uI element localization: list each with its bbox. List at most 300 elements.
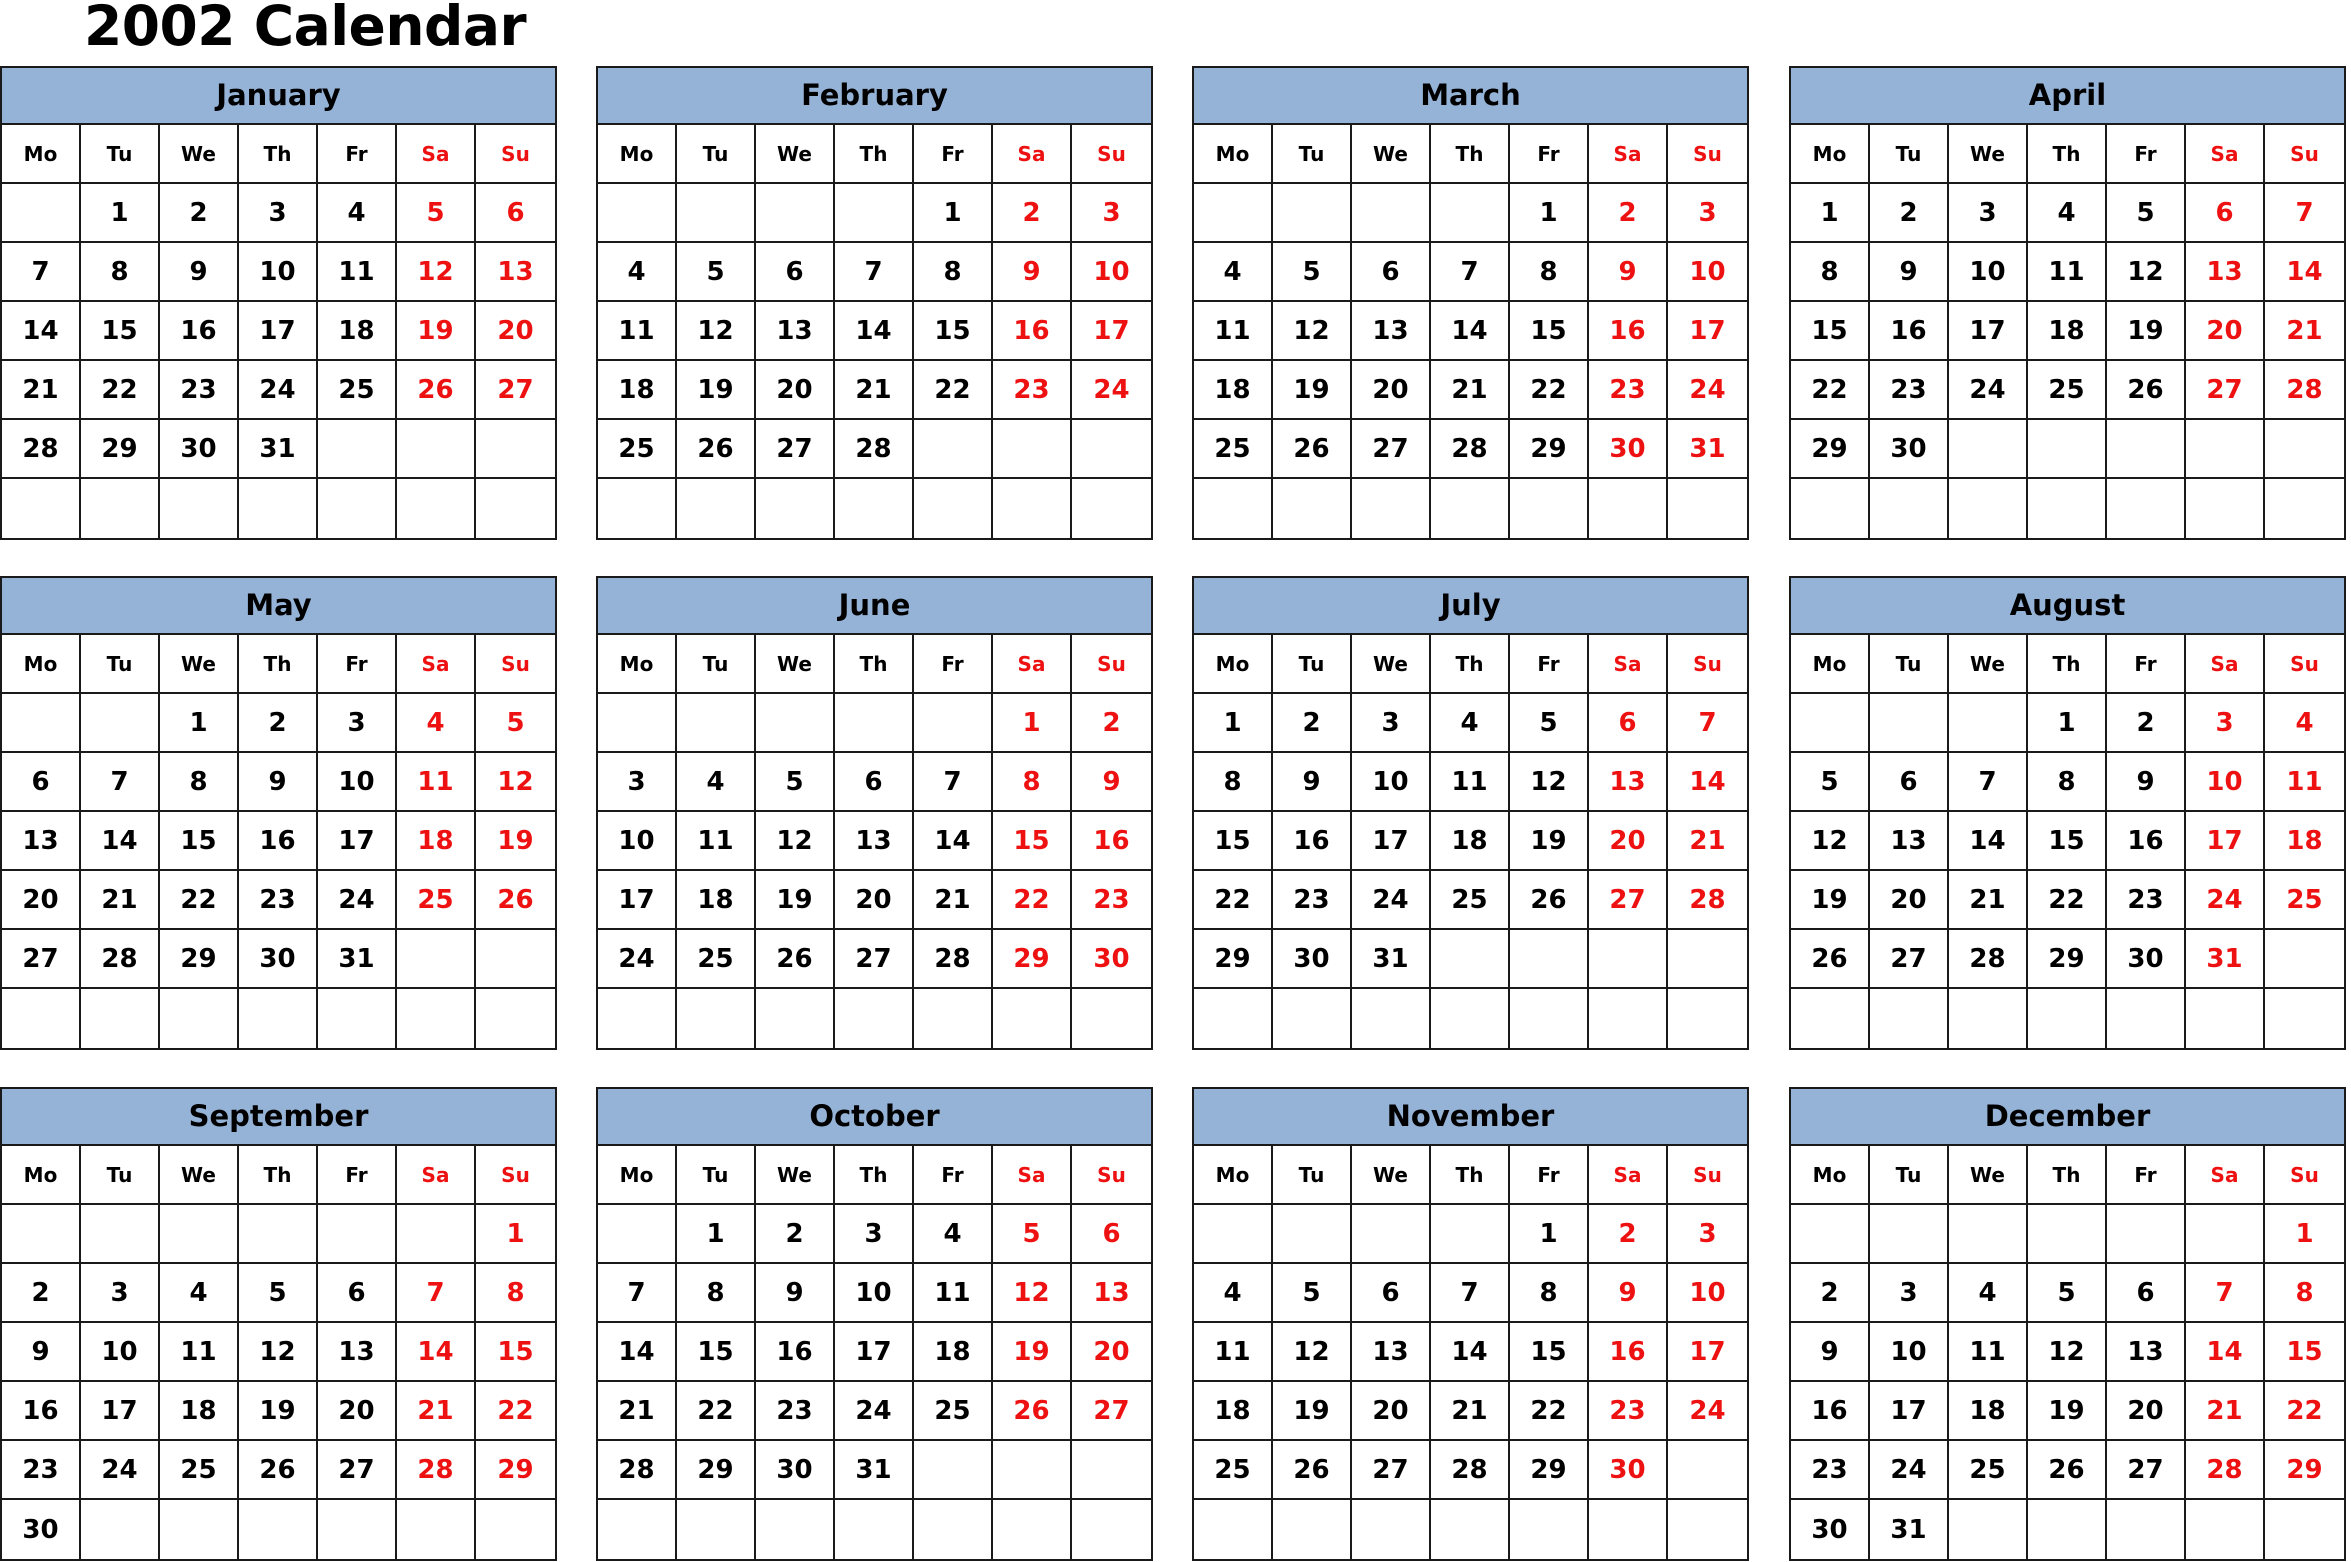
empty-cell (1273, 1205, 1352, 1264)
day-cell: 13 (2186, 243, 2265, 302)
day-cell: 27 (1352, 420, 1431, 479)
day-cell: 13 (1870, 812, 1949, 871)
day-cell: 11 (397, 753, 476, 812)
day-cell: 30 (1870, 420, 1949, 479)
day-cell: 15 (677, 1323, 756, 1382)
empty-cell (835, 184, 914, 243)
empty-cell (1431, 184, 1510, 243)
weekday-header: Tu (1273, 635, 1352, 694)
day-cell: 14 (1949, 812, 2028, 871)
day-cell: 15 (476, 1323, 555, 1382)
weekday-header: We (160, 1146, 239, 1205)
weekday-header: Th (835, 125, 914, 184)
day-cell: 16 (2107, 812, 2186, 871)
empty-cell (914, 989, 993, 1048)
day-cell: 14 (81, 812, 160, 871)
day-cell: 28 (2265, 361, 2344, 420)
day-cell: 5 (2107, 184, 2186, 243)
weekday-header: Su (476, 125, 555, 184)
day-cell: 30 (1589, 420, 1668, 479)
day-cell: 19 (476, 812, 555, 871)
empty-cell (1431, 930, 1510, 989)
day-cell: 3 (2186, 694, 2265, 753)
empty-cell (81, 1205, 160, 1264)
day-cell: 18 (1431, 812, 1510, 871)
day-cell: 30 (1273, 930, 1352, 989)
day-cell: 18 (1194, 1382, 1273, 1441)
day-cell: 11 (677, 812, 756, 871)
empty-cell (1194, 479, 1273, 538)
day-cell: 20 (2107, 1382, 2186, 1441)
day-cell: 28 (598, 1441, 677, 1500)
empty-cell (81, 694, 160, 753)
day-cell: 27 (2107, 1441, 2186, 1500)
empty-cell (598, 989, 677, 1048)
day-cell: 9 (2107, 753, 2186, 812)
day-cell: 6 (1352, 1264, 1431, 1323)
day-cell: 21 (1431, 361, 1510, 420)
empty-cell (2, 694, 81, 753)
day-cell: 26 (756, 930, 835, 989)
empty-cell (318, 1205, 397, 1264)
day-cell: 18 (598, 361, 677, 420)
day-cell: 9 (993, 243, 1072, 302)
day-cell: 22 (993, 871, 1072, 930)
day-cell: 26 (2107, 361, 2186, 420)
day-cell: 17 (81, 1382, 160, 1441)
empty-cell (2028, 989, 2107, 1048)
day-cell: 27 (756, 420, 835, 479)
weekday-header: Sa (2186, 1146, 2265, 1205)
empty-cell (1510, 930, 1589, 989)
empty-cell (1194, 1500, 1273, 1559)
day-cell: 14 (1668, 753, 1747, 812)
day-cell: 25 (677, 930, 756, 989)
day-cell: 23 (993, 361, 1072, 420)
day-cell: 8 (2265, 1264, 2344, 1323)
day-cell: 8 (2028, 753, 2107, 812)
day-cell: 6 (2, 753, 81, 812)
day-cell: 30 (160, 420, 239, 479)
day-cell: 14 (397, 1323, 476, 1382)
day-cell: 7 (1949, 753, 2028, 812)
day-cell: 20 (1589, 812, 1668, 871)
day-cell: 17 (318, 812, 397, 871)
empty-cell (318, 989, 397, 1048)
weekday-header: We (1352, 125, 1431, 184)
day-cell: 29 (993, 930, 1072, 989)
day-cell: 28 (914, 930, 993, 989)
weekday-header: We (1352, 635, 1431, 694)
empty-cell (914, 1441, 993, 1500)
day-cell: 23 (2, 1441, 81, 1500)
day-cell: 1 (677, 1205, 756, 1264)
day-cell: 9 (1791, 1323, 1870, 1382)
empty-cell (1589, 479, 1668, 538)
day-cell: 14 (1431, 302, 1510, 361)
month-title: August (1791, 578, 2344, 635)
day-cell: 11 (598, 302, 677, 361)
day-cell: 1 (1194, 694, 1273, 753)
empty-cell (476, 989, 555, 1048)
day-grid (598, 635, 1151, 1048)
day-cell: 10 (81, 1323, 160, 1382)
empty-cell (1791, 694, 1870, 753)
empty-cell (1431, 479, 1510, 538)
month-title: June (598, 578, 1151, 635)
day-cell: 25 (1949, 1441, 2028, 1500)
weekday-header: Tu (677, 1146, 756, 1205)
day-cell: 23 (1072, 871, 1151, 930)
day-cell: 3 (1668, 1205, 1747, 1264)
weekday-header: We (756, 635, 835, 694)
weekday-header: Sa (397, 125, 476, 184)
empty-cell (2265, 989, 2344, 1048)
empty-cell (160, 1500, 239, 1559)
day-cell: 1 (476, 1205, 555, 1264)
day-cell: 28 (1949, 930, 2028, 989)
day-cell: 20 (1072, 1323, 1151, 1382)
day-cell: 18 (397, 812, 476, 871)
day-cell: 2 (2, 1264, 81, 1323)
day-cell: 20 (2186, 302, 2265, 361)
day-cell: 5 (1273, 1264, 1352, 1323)
day-cell: 5 (756, 753, 835, 812)
day-cell: 22 (476, 1382, 555, 1441)
day-cell: 20 (1352, 1382, 1431, 1441)
empty-cell (2, 479, 81, 538)
weekday-header: Mo (1791, 125, 1870, 184)
empty-cell (1870, 1205, 1949, 1264)
day-cell: 7 (2, 243, 81, 302)
day-cell: 16 (239, 812, 318, 871)
empty-cell (1949, 479, 2028, 538)
empty-cell (2186, 989, 2265, 1048)
day-cell: 5 (1273, 243, 1352, 302)
empty-cell (914, 420, 993, 479)
day-cell: 25 (160, 1441, 239, 1500)
day-cell: 11 (2028, 243, 2107, 302)
empty-cell (476, 1500, 555, 1559)
empty-cell (2, 1205, 81, 1264)
weekday-header: Fr (914, 125, 993, 184)
empty-cell (397, 989, 476, 1048)
day-cell: 2 (2107, 694, 2186, 753)
weekday-header: Su (1668, 125, 1747, 184)
day-cell: 11 (318, 243, 397, 302)
empty-cell (1791, 479, 1870, 538)
empty-cell (81, 1500, 160, 1559)
page-title: 2002 Calendar (84, 0, 527, 58)
day-cell: 7 (598, 1264, 677, 1323)
day-cell: 1 (81, 184, 160, 243)
day-cell: 21 (835, 361, 914, 420)
day-cell: 13 (835, 812, 914, 871)
day-cell: 3 (598, 753, 677, 812)
day-cell: 17 (239, 302, 318, 361)
day-grid (1194, 125, 1747, 538)
day-cell: 26 (476, 871, 555, 930)
day-cell: 22 (677, 1382, 756, 1441)
day-cell: 10 (2186, 753, 2265, 812)
day-cell: 27 (1072, 1382, 1151, 1441)
empty-cell (598, 1500, 677, 1559)
weekday-header: We (1949, 1146, 2028, 1205)
day-cell: 19 (397, 302, 476, 361)
day-grid (1194, 635, 1747, 1048)
empty-cell (2028, 1205, 2107, 1264)
weekday-header: Mo (598, 1146, 677, 1205)
day-cell: 28 (2, 420, 81, 479)
day-cell: 14 (2186, 1323, 2265, 1382)
day-cell: 16 (1589, 302, 1668, 361)
weekday-header: Su (2265, 635, 2344, 694)
empty-cell (1870, 989, 1949, 1048)
day-cell: 6 (1589, 694, 1668, 753)
month-may (0, 576, 557, 1050)
empty-cell (397, 1205, 476, 1264)
day-cell: 22 (1510, 1382, 1589, 1441)
day-grid (1791, 125, 2344, 538)
day-cell: 15 (81, 302, 160, 361)
day-cell: 9 (1589, 243, 1668, 302)
empty-cell (2186, 420, 2265, 479)
weekday-header: Fr (1510, 1146, 1589, 1205)
day-cell: 29 (677, 1441, 756, 1500)
day-cell: 16 (1791, 1382, 1870, 1441)
month-august (1789, 576, 2346, 1050)
day-cell: 12 (1510, 753, 1589, 812)
day-cell: 30 (239, 930, 318, 989)
day-cell: 6 (835, 753, 914, 812)
day-cell: 27 (2, 930, 81, 989)
day-cell: 27 (1870, 930, 1949, 989)
day-cell: 31 (1668, 420, 1747, 479)
day-cell: 16 (160, 302, 239, 361)
day-cell: 2 (756, 1205, 835, 1264)
month-june (596, 576, 1153, 1050)
empty-cell (677, 184, 756, 243)
empty-cell (476, 420, 555, 479)
empty-cell (598, 1205, 677, 1264)
day-cell: 11 (914, 1264, 993, 1323)
day-cell: 21 (2186, 1382, 2265, 1441)
day-grid (2, 635, 555, 1048)
day-cell: 21 (1431, 1382, 1510, 1441)
day-cell: 26 (1791, 930, 1870, 989)
day-cell: 12 (756, 812, 835, 871)
day-cell: 29 (1791, 420, 1870, 479)
empty-cell (756, 479, 835, 538)
day-cell: 24 (1870, 1441, 1949, 1500)
day-cell: 2 (1072, 694, 1151, 753)
empty-cell (756, 184, 835, 243)
day-cell: 13 (476, 243, 555, 302)
empty-cell (239, 1500, 318, 1559)
empty-cell (239, 479, 318, 538)
day-cell: 24 (81, 1441, 160, 1500)
day-cell: 12 (1273, 302, 1352, 361)
weekday-header: Tu (81, 1146, 160, 1205)
weekday-header: Fr (2107, 1146, 2186, 1205)
day-cell: 25 (914, 1382, 993, 1441)
weekday-header: Th (239, 1146, 318, 1205)
empty-cell (1431, 989, 1510, 1048)
month-title: July (1194, 578, 1747, 635)
day-cell: 8 (160, 753, 239, 812)
empty-cell (239, 1205, 318, 1264)
day-cell: 27 (1352, 1441, 1431, 1500)
empty-cell (1352, 1500, 1431, 1559)
day-cell: 12 (239, 1323, 318, 1382)
weekday-header: Su (476, 1146, 555, 1205)
weekday-header: We (1949, 635, 2028, 694)
day-cell: 12 (2028, 1323, 2107, 1382)
day-cell: 15 (914, 302, 993, 361)
day-cell: 22 (1194, 871, 1273, 930)
weekday-header: Fr (318, 125, 397, 184)
day-cell: 5 (239, 1264, 318, 1323)
empty-cell (1510, 989, 1589, 1048)
day-cell: 18 (2265, 812, 2344, 871)
day-cell: 2 (993, 184, 1072, 243)
weekday-header: Sa (993, 125, 1072, 184)
day-cell: 14 (914, 812, 993, 871)
empty-cell (835, 479, 914, 538)
empty-cell (2107, 1500, 2186, 1559)
day-cell: 28 (1431, 420, 1510, 479)
day-cell: 19 (2107, 302, 2186, 361)
day-grid (2, 125, 555, 538)
day-cell: 9 (1870, 243, 1949, 302)
empty-cell (397, 1500, 476, 1559)
day-cell: 24 (2186, 871, 2265, 930)
weekday-header: Th (1431, 635, 1510, 694)
day-cell: 2 (1589, 184, 1668, 243)
day-cell: 17 (1352, 812, 1431, 871)
day-cell: 8 (914, 243, 993, 302)
day-grid (598, 125, 1151, 538)
weekday-header: Su (1072, 635, 1151, 694)
empty-cell (1273, 989, 1352, 1048)
weekday-header: Mo (598, 125, 677, 184)
day-cell: 1 (1510, 1205, 1589, 1264)
day-cell: 2 (239, 694, 318, 753)
day-cell: 23 (1870, 361, 1949, 420)
empty-cell (2107, 989, 2186, 1048)
empty-cell (1791, 1205, 1870, 1264)
day-cell: 25 (2265, 871, 2344, 930)
weekday-header: Fr (318, 635, 397, 694)
day-cell: 20 (756, 361, 835, 420)
day-cell: 9 (160, 243, 239, 302)
weekday-header: Tu (677, 125, 756, 184)
day-cell: 26 (397, 361, 476, 420)
day-cell: 29 (160, 930, 239, 989)
day-cell: 19 (1273, 361, 1352, 420)
empty-cell (1194, 1205, 1273, 1264)
day-cell: 23 (1589, 1382, 1668, 1441)
day-cell: 24 (1352, 871, 1431, 930)
day-cell: 19 (1791, 871, 1870, 930)
day-cell: 24 (1072, 361, 1151, 420)
day-cell: 4 (1194, 243, 1273, 302)
day-cell: 15 (993, 812, 1072, 871)
day-cell: 16 (756, 1323, 835, 1382)
day-cell: 10 (1668, 243, 1747, 302)
day-cell: 21 (2265, 302, 2344, 361)
month-november (1192, 1087, 1749, 1561)
day-cell: 15 (1194, 812, 1273, 871)
day-cell: 7 (2265, 184, 2344, 243)
month-july (1192, 576, 1749, 1050)
weekday-header: Sa (993, 635, 1072, 694)
day-cell: 1 (993, 694, 1072, 753)
weekday-header: Tu (1870, 1146, 1949, 1205)
day-cell: 2 (160, 184, 239, 243)
month-title: March (1194, 68, 1747, 125)
day-cell: 5 (677, 243, 756, 302)
day-cell: 22 (81, 361, 160, 420)
day-cell: 19 (677, 361, 756, 420)
day-cell: 29 (81, 420, 160, 479)
weekday-header: Fr (318, 1146, 397, 1205)
day-cell: 3 (835, 1205, 914, 1264)
day-cell: 13 (1072, 1264, 1151, 1323)
weekday-header: Th (2028, 635, 2107, 694)
empty-cell (1273, 479, 1352, 538)
day-cell: 28 (397, 1441, 476, 1500)
day-cell: 10 (1352, 753, 1431, 812)
day-cell: 28 (1668, 871, 1747, 930)
day-cell: 20 (318, 1382, 397, 1441)
empty-cell (1668, 930, 1747, 989)
day-cell: 5 (2028, 1264, 2107, 1323)
day-cell: 13 (1352, 302, 1431, 361)
empty-cell (598, 479, 677, 538)
empty-cell (598, 184, 677, 243)
day-cell: 29 (2265, 1441, 2344, 1500)
empty-cell (318, 420, 397, 479)
day-cell: 4 (677, 753, 756, 812)
empty-cell (2265, 1500, 2344, 1559)
day-cell: 7 (1668, 694, 1747, 753)
empty-cell (160, 479, 239, 538)
day-cell: 3 (1870, 1264, 1949, 1323)
day-cell: 9 (239, 753, 318, 812)
day-cell: 19 (1273, 1382, 1352, 1441)
day-cell: 4 (914, 1205, 993, 1264)
weekday-header: Sa (2186, 635, 2265, 694)
empty-cell (914, 479, 993, 538)
empty-cell (1949, 1205, 2028, 1264)
day-cell: 25 (598, 420, 677, 479)
weekday-header: Fr (914, 635, 993, 694)
empty-cell (1352, 479, 1431, 538)
day-cell: 20 (835, 871, 914, 930)
weekday-header: Tu (677, 635, 756, 694)
day-cell: 7 (2186, 1264, 2265, 1323)
weekday-header: Fr (914, 1146, 993, 1205)
day-cell: 4 (397, 694, 476, 753)
empty-cell (2265, 479, 2344, 538)
day-cell: 20 (2, 871, 81, 930)
day-cell: 11 (2265, 753, 2344, 812)
empty-cell (598, 694, 677, 753)
empty-cell (677, 1500, 756, 1559)
weekday-header: Su (2265, 125, 2344, 184)
weekday-header: We (160, 125, 239, 184)
